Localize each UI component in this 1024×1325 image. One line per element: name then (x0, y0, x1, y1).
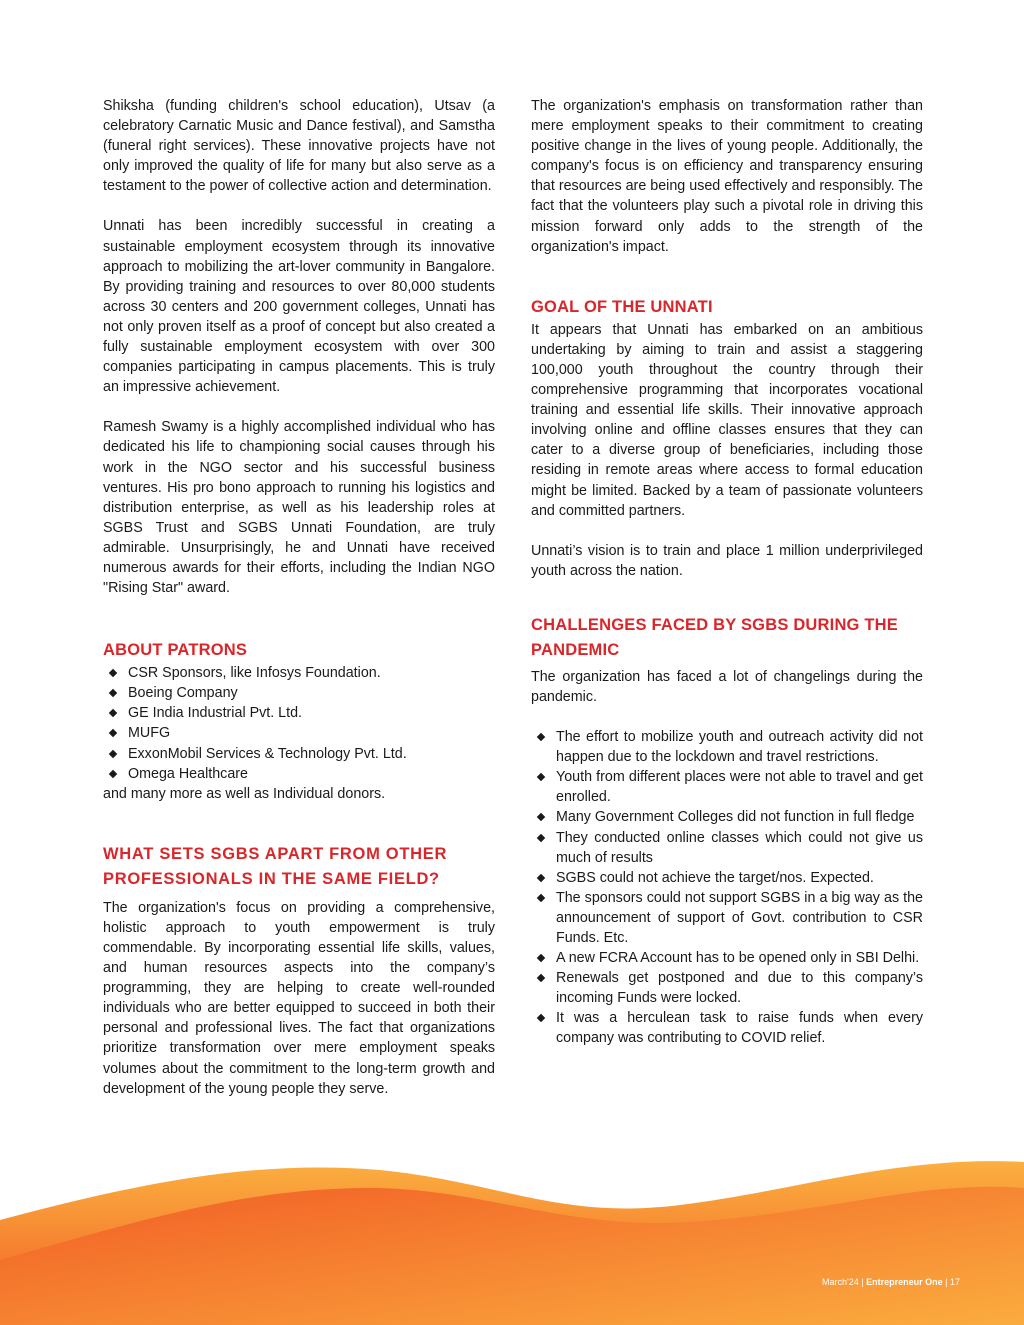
bullet-icon (537, 733, 545, 741)
right-paragraph-1: The organization's emphasis on transformation rather than mere employment speaks to their commitment to creating positive change in the lives of young people. Additionally, the company's focus is on efficiency and transparency ensuring that resources are being used effectively and responsibly. The fact that the volunteers play such a pivotal role in driving this mission forward only adds to the strength of the organization's impact. (531, 98, 923, 255)
bullet-icon (109, 669, 117, 677)
list-item: SGBS could not achieve the target/nos. Expected. (531, 868, 923, 888)
patrons-list (103, 663, 495, 784)
bullet-icon (109, 709, 117, 717)
issue-date: March'24 (821, 1277, 859, 1287)
footer-wave (0, 1150, 1024, 1325)
challenges-list (531, 727, 923, 1049)
bullet-icon (537, 873, 545, 881)
list-item: They conducted online classes which could not give us much of results (531, 828, 923, 868)
list-item: Many Government Colleges did not function in full fledge (531, 807, 923, 827)
list-item: ExxonMobil Services & Technology Pvt. Ltd. (103, 744, 495, 764)
magazine-name: Entrepreneur One (866, 1277, 943, 1287)
footer-credit: March'24 | Entrepreneur One | 17 (821, 1277, 960, 1287)
right-paragraph-4: The organization has faced a lot of changelings during the pandemic. (531, 668, 923, 705)
list-item: The sponsors could not support SGBS in a big way as the announcement of support of Govt. contribution to CSR Funds. Etc. (531, 888, 923, 948)
list-item: CSR Sponsors, like Infosys Foundation. (103, 663, 495, 683)
right-paragraph-2: It appears that Unnati has embarked on an ambitious undertaking by aiming to train and assist a staggering 100,000 youth throughout the country through their comprehensive programming that incorporates vocational training and essential life skills. Their innovative approach involving online and offline classes ensures that they can cater to a diverse group of beneficiaries, including those residing in remote areas where access to formal education might be limited. Backed by a team of passionate volunteers and committed partners. (531, 321, 923, 519)
page-number: 17 (949, 1277, 960, 1287)
left-column (103, 96, 495, 1099)
list-item: A new FCRA Account has to be opened only in SBI Delhi. (531, 948, 923, 968)
right-column (531, 96, 923, 1049)
list-item: Renewals get postponed and due to this company’s incoming Funds were locked. (531, 968, 923, 1008)
bullet-icon (109, 769, 117, 777)
list-item: Boeing Company (103, 683, 495, 703)
bullet-icon (109, 729, 117, 737)
bullet-icon (537, 974, 545, 982)
list-item: Youth from different places were not able to travel and get enrolled. (531, 767, 923, 807)
right-paragraph-3: Unnati’s vision is to train and place 1 million underprivileged youth across the nation. (531, 542, 923, 579)
bullet-icon (537, 773, 545, 781)
left-paragraph-2: Unnati has been incredibly successful in creating a sustainable employment ecosystem through its innovative approach to mobilizing the art-lover community in Bangalore. By providing training and resources to over 80,000 students across 30 centers and 200 government colleges, Unnati has not only proven itself as a proof of concept but also created a fully sustainable employment ecosystem with over 300 companies participating in campus placements. This is truly an impressive achievement. (103, 218, 495, 396)
bullet-icon (109, 749, 117, 757)
list-item: It was a herculean task to raise funds when every company was contributing to COVID relief. (531, 1008, 923, 1048)
list-item: The effort to mobilize youth and outreach activity did not happen due to the lockdown and travel restrictions. (531, 727, 923, 767)
left-paragraph-3: Ramesh Swamy is a highly accomplished individual who has dedicated his life to championing social causes through his work in the NGO sector and his successful business ventures. His pro bono approach to running his logistics and distribution enterprise, as well as his leadership roles at SGBS Trust and SGBS Unnati Foundation, are truly admirable. Unsurprisingly, he and Unnati have received numerous awards for their efforts, including the Indian NGO "Rising Star" award. (103, 419, 495, 597)
bullet-icon (537, 1014, 545, 1022)
bullet-icon (537, 833, 545, 841)
patrons-more: and many more as well as Individual donors. (103, 785, 386, 802)
challenges-heading: CHALLENGES FACED BY SGBS DURING THE PANDEMIC (531, 615, 898, 659)
left-paragraph-1: Shiksha (funding children's school education), Utsav (a celebratory Carnatic Music and Dance festival), and Samstha (funeral right services). These innovative projects have not only improved the quality of life for many but also serve as a testament to the power of collective action and determination. (103, 98, 495, 195)
list-item: GE India Industrial Pvt. Ltd. (103, 703, 495, 723)
bullet-icon (109, 689, 117, 697)
left-paragraph-4: The organization's focus on providing a comprehensive, holistic approach to youth empowerment is truly commendable. By incorporating essential life skills, values, and human resources aspects into the company’s programming, they are helping to create well-rounded individuals who are better equipped to succeed in both their personal and professional lives. The fact that organizations prioritize transformation over mere employment speaks volumes about the commitment to the long-term growth and development of the young people they serve. (103, 899, 495, 1097)
bullet-icon (537, 813, 545, 821)
bullet-icon (537, 894, 545, 902)
goal-heading: GOAL OF THE UNNATI (531, 297, 713, 316)
patrons-heading: ABOUT PATRONS (103, 641, 248, 660)
list-item: Omega Healthcare (103, 764, 495, 784)
apart-heading: WHAT SETS SGBS APART FROM OTHER PROFESSIONALS IN THE SAME FIELD? (103, 844, 448, 888)
list-item: MUFG (103, 723, 495, 743)
bullet-icon (537, 954, 545, 962)
